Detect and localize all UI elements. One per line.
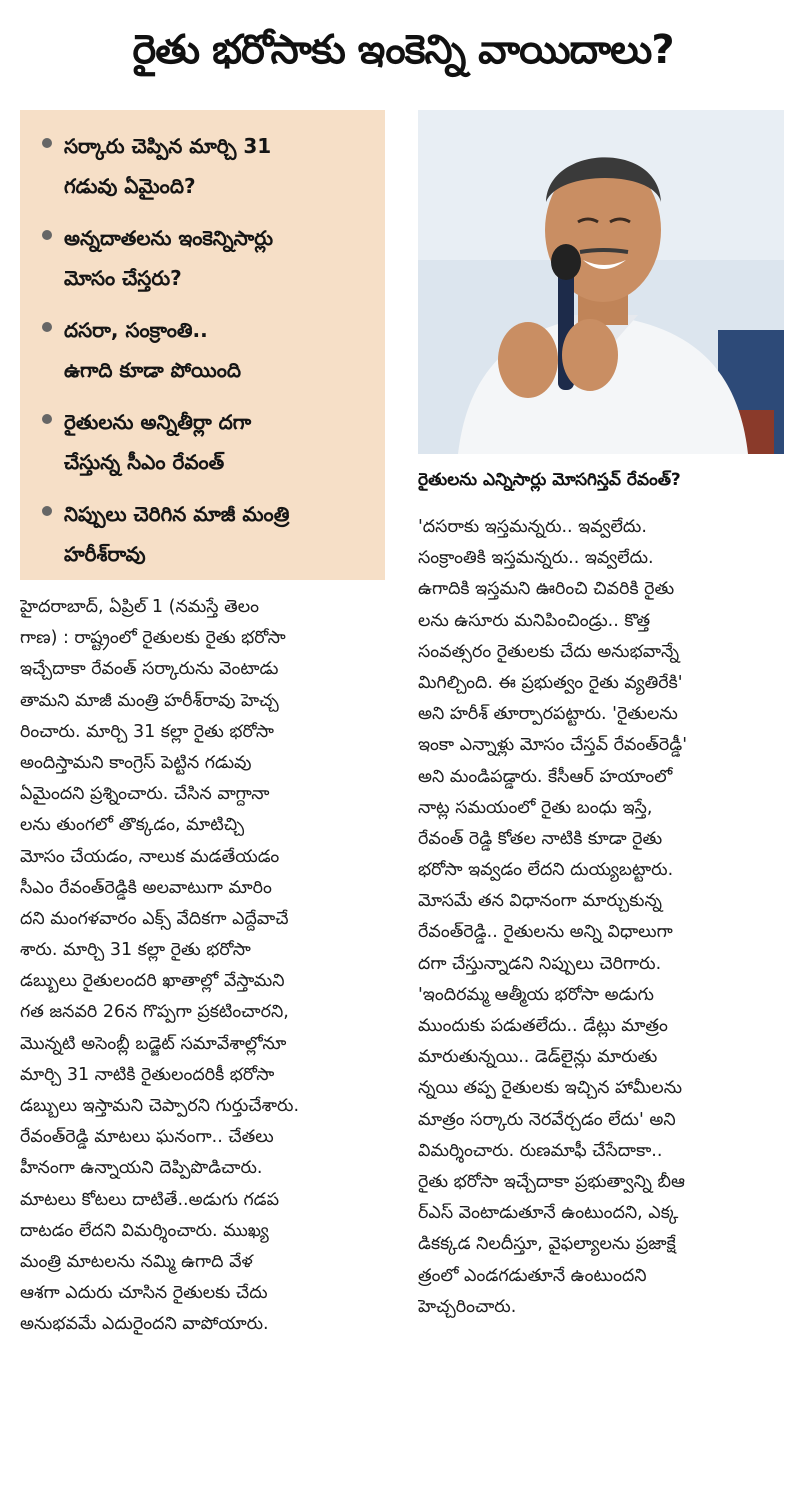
article-line: లను తుంగలో తొక్కడం, మాటిచ్చి <box>20 815 245 836</box>
article-line: అని మండిపడ్డారు. కేసీఆర్ హయాంలో <box>418 766 673 787</box>
article-line: దగా చేస్తున్నాడని నిప్పులు చెరిగారు. <box>418 953 662 974</box>
article-line: మొన్నటి అసెంబ్లీ బడ్జెట్ సమావేశాల్లోనూ <box>20 1033 287 1054</box>
article-line: శారు. మార్చి 31 కల్లా రైతు భరోసా <box>20 940 251 961</box>
article-line: నాట్ల సమయంలో రైతు బంధు ఇస్తే, <box>418 797 653 818</box>
article-line: డబ్బులు రైతులందరి ఖాతాల్లో వేస్తామని <box>20 971 285 992</box>
article-left-column <box>20 592 388 1472</box>
article-line: మోసమే తన విధానంగా మార్చుకున్న <box>418 891 662 912</box>
highlight-text: దసరా, సంక్రాంతి.. ఉగాది కూడా పోయింది <box>64 318 241 382</box>
article-line: అని హరీశ్ తూర్పారపట్టారు. 'రైతులను <box>418 704 678 725</box>
article-right-column <box>418 512 788 1472</box>
article-line: విమర్శించారు. రుణమాఫీ చేసేదాకా.. <box>418 1140 663 1161</box>
article-line: దని మంగళవారం ఎక్స్ వేదికగా ఎద్దేవాచే <box>20 908 289 929</box>
highlight-item <box>38 218 375 298</box>
highlights-box <box>20 110 385 580</box>
article-line: సంక్రాంతికి ఇస్తమన్నరు.. ఇవ్వలేదు. <box>418 548 654 569</box>
article-line: తామని మాజీ మంత్రి హరీశ్‌రావు హెచ్చ <box>20 690 279 711</box>
highlight-item <box>38 494 375 574</box>
article-line: ఉగాదికి ఇస్తమని ఊరించి చివరికి రైతు <box>418 579 675 600</box>
highlight-item <box>38 402 375 482</box>
bullet-icon <box>42 138 52 148</box>
article-line: ర్ఎస్ వెంటాడుతూనే ఉంటుందని, ఎక్క <box>418 1203 679 1224</box>
bullet-icon <box>42 322 52 332</box>
article-line: త్రంలో ఎండగడుతూనే ఉంటుందని <box>418 1265 647 1286</box>
highlight-item <box>38 310 375 390</box>
article-line: రేవంత్‌రెడ్డి.. రైతులను అన్ని విధాలుగా <box>418 922 673 943</box>
article-line: డికక్కడ నిలదీస్తూ, వైఫల్యాలను ప్రజాక్షే <box>418 1234 676 1255</box>
article-line: దాటడం లేదని విమర్శించారు. ముఖ్య <box>20 1220 269 1241</box>
bullet-icon <box>42 414 52 424</box>
article-line: గాణ) : రాష్ట్రంలో రైతులకు రైతు భరోసా <box>20 628 286 649</box>
article-line: రైతు భరోసా ఇచ్చేదాకా ప్రభుత్వాన్ని బీఆ <box>418 1171 685 1192</box>
article-line: మాటలు కోటలు దాటితే..అడుగు గడప <box>20 1189 280 1210</box>
article-line: భరోసా ఇవ్వడం లేదని దుయ్యబట్టారు. <box>418 860 674 881</box>
photo <box>418 110 784 454</box>
article-line: మోసం చేయడం, నాలుక మడతేయడం <box>20 846 280 867</box>
article-line: ఇంకా ఎన్నాళ్లు మోసం చేస్తవ్ రేవంత్‌రెడ్డీ' <box>418 735 688 756</box>
article-line: మిగిల్చింది. ఈ ప్రభుత్వం రైతు వ్యతిరేకి' <box>418 672 683 693</box>
highlight-text: నిప్పులు చెరిగిన మాజీ మంత్రి హరీశ్‌రావు <box>64 502 290 566</box>
article-line: మాత్రం సర్కారు నెరవేర్చడం లేదు' అని <box>418 1109 676 1130</box>
article-line: మంత్రి మాటలను నమ్మి ఉగాది వేళ <box>20 1251 253 1272</box>
article-line: ఏమైందని ప్రశ్నించారు. చేసిన వాగ్దానా <box>20 784 270 805</box>
article-line: ఇచ్చేదాకా రేవంత్ సర్కారును వెంటాడు <box>20 659 279 680</box>
article-line: ఆశగా ఎదురు చూసిన రైతులకు చేదు <box>20 1283 268 1304</box>
article-line: 'దసరాకు ఇస్తమన్నరు.. ఇవ్వలేదు. <box>418 517 647 537</box>
article-line: హైదరాబాద్, ఏప్రిల్ 1 (నమస్తే తెలం <box>20 597 259 617</box>
article-line: ముందుకు పడుతలేదు.. డేట్లు మాత్రం <box>418 1016 668 1036</box>
headline: రైతు భరోసాకు ఇంకెన్ని వాయిదాలు? <box>132 27 674 73</box>
article-line: 'ఇందిరమ్మ ఆత్మీయ భరోసా అడుగు <box>418 984 654 1005</box>
article-line: మారుతున్నయి.. డెడ్‌లైన్లు మారుతు <box>418 1047 658 1068</box>
article-line: అనుభవమే ఎదురైందని వాపోయారు. <box>20 1314 269 1335</box>
article-line: రేవంత్ రెడ్డి కోతల నాటికి కూడా రైతు <box>418 828 663 849</box>
highlight-text: అన్నదాతలను ఇంకెన్నిసార్లు మోసం చేస్తరు? <box>64 226 274 290</box>
article-line: సీఎం రేవంత్‌రెడ్డికి అలవాటుగా మారిం <box>20 877 272 898</box>
article-line: న్నయి తప్ప రైతులకు ఇచ్చిన హామీలను <box>418 1078 683 1099</box>
article-line: డబ్బులు ఇస్తామని చెప్పారని గుర్తుచేశారు. <box>20 1096 300 1116</box>
article-line: సంవత్సరం రైతులకు చేదు అనుభవాన్నే <box>418 641 680 662</box>
bullet-icon <box>42 506 52 516</box>
highlight-text: రైతులను అన్నితీర్లా దగా చేస్తున్న సీఎం రేవంత్ <box>64 410 252 474</box>
article-line: అందిస్తామని కాంగ్రెస్ పెట్టిన గడువు <box>20 752 252 773</box>
highlight-text: సర్కారు చెప్పిన మార్చి 31 గడువు ఏమైంది? <box>64 134 272 198</box>
bullet-icon <box>42 230 52 240</box>
article-line: లను ఉసూరు మనిపించిండ్రు.. కొత్త <box>418 610 651 631</box>
article-line: హీనంగా ఉన్నాయని దెప్పిపొడిచారు. <box>20 1158 263 1179</box>
highlight-item <box>38 126 375 206</box>
article-line: రేవంత్‌రెడ్డి మాటలు ఘనంగా.. చేతలు <box>20 1127 274 1148</box>
article-line: గత జనవరి 26న గొప్పగా ప్రకటించారని, <box>20 1002 289 1023</box>
article-line: మార్చి 31 నాటికి రైతులందరికీ భరోసా <box>20 1064 275 1085</box>
person-speaking-with-microphone-icon <box>418 110 784 454</box>
article-line: హెచ్చరించారు. <box>418 1296 517 1317</box>
article-line: రించారు. మార్చి 31 కల్లా రైతు భరోసా <box>20 721 274 742</box>
photo-caption: రైతులను ఎన్నిసార్లు మోసగిస్తవ్ రేవంత్? <box>418 470 681 490</box>
